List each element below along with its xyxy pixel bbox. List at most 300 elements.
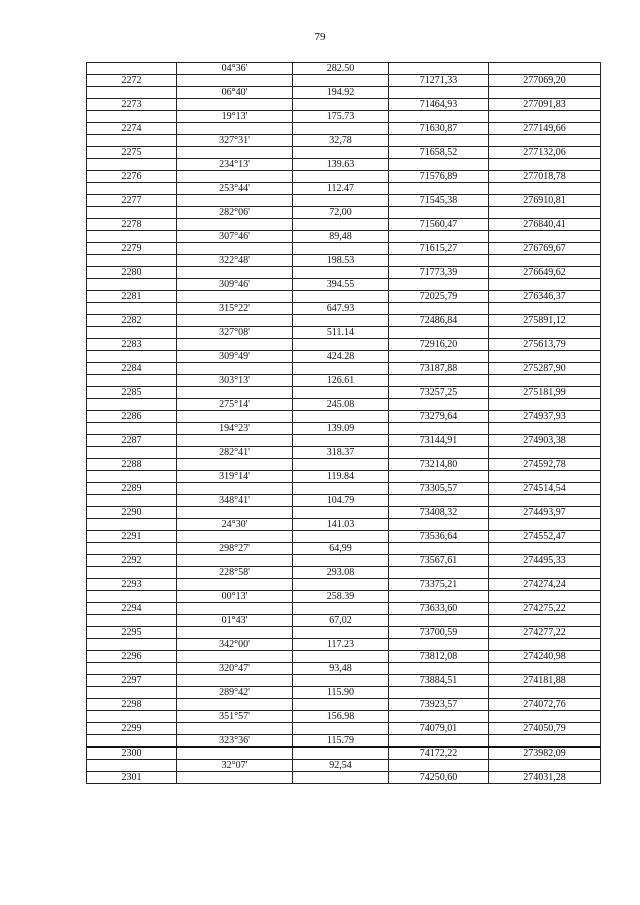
distance-cell: 112.47 (293, 183, 389, 195)
segment-empty-cell (389, 159, 489, 171)
point-empty-cell (177, 772, 293, 784)
segment-empty-cell (389, 711, 489, 723)
point-id-cell: 2281 (87, 291, 177, 303)
segment-row (87, 543, 601, 555)
bearing-cell: 298°27' (177, 543, 293, 555)
y-coordinate-cell: 274277,22 (489, 627, 601, 639)
segment-empty-cell (489, 760, 601, 772)
segment-empty-cell (489, 711, 601, 723)
segment-row (87, 519, 601, 531)
segment-empty-cell (389, 567, 489, 579)
point-empty-cell (177, 75, 293, 87)
segment-row (87, 423, 601, 435)
segment-empty-cell (489, 447, 601, 459)
segment-empty-cell (489, 375, 601, 387)
bearing-cell: 327°31' (177, 135, 293, 147)
point-id-cell: 2299 (87, 723, 177, 735)
segment-row (87, 399, 601, 411)
point-id-cell: 2295 (87, 627, 177, 639)
distance-cell: 175.73 (293, 111, 389, 123)
point-row (87, 267, 601, 279)
point-row (87, 747, 601, 760)
segment-empty-cell (87, 63, 177, 75)
point-empty-cell (293, 651, 389, 663)
point-empty-cell (177, 723, 293, 735)
segment-row (87, 687, 601, 699)
point-id-cell: 2297 (87, 675, 177, 687)
distance-cell: 198.53 (293, 255, 389, 267)
segment-empty-cell (489, 567, 601, 579)
x-coordinate-cell: 73700,59 (389, 627, 489, 639)
distance-cell: 258.39 (293, 591, 389, 603)
x-coordinate-cell: 72916,20 (389, 339, 489, 351)
segment-row (87, 663, 601, 675)
segment-empty-cell (389, 351, 489, 363)
y-coordinate-cell: 274240,98 (489, 651, 601, 663)
segment-row (87, 447, 601, 459)
point-empty-cell (177, 411, 293, 423)
y-coordinate-cell: 274072,76 (489, 699, 601, 711)
x-coordinate-cell: 71545,38 (389, 195, 489, 207)
bearing-cell: 342°00' (177, 639, 293, 651)
point-empty-cell (293, 555, 389, 567)
bearing-cell: 234°13' (177, 159, 293, 171)
point-id-cell: 2293 (87, 579, 177, 591)
point-empty-cell (293, 531, 389, 543)
x-coordinate-cell: 71271,33 (389, 75, 489, 87)
segment-empty-cell (87, 111, 177, 123)
segment-empty-cell (87, 663, 177, 675)
point-row (87, 603, 601, 615)
bearing-cell: 323°36' (177, 735, 293, 748)
point-empty-cell (293, 363, 389, 375)
point-empty-cell (293, 75, 389, 87)
y-coordinate-cell: 275891,12 (489, 315, 601, 327)
point-row (87, 699, 601, 711)
segment-empty-cell (389, 735, 489, 748)
x-coordinate-cell: 73536,64 (389, 531, 489, 543)
point-empty-cell (177, 507, 293, 519)
bearing-cell: 307°46' (177, 231, 293, 243)
segment-row (87, 471, 601, 483)
point-id-cell: 2301 (87, 772, 177, 784)
point-empty-cell (177, 99, 293, 111)
point-id-cell: 2298 (87, 699, 177, 711)
bearing-cell: 253°44' (177, 183, 293, 195)
point-empty-cell (177, 531, 293, 543)
bearing-cell: 19°13' (177, 111, 293, 123)
point-row (87, 363, 601, 375)
bearing-cell: 228°58' (177, 567, 293, 579)
segment-empty-cell (489, 207, 601, 219)
x-coordinate-cell: 73923,57 (389, 699, 489, 711)
x-coordinate-cell: 73375,21 (389, 579, 489, 591)
point-empty-cell (177, 267, 293, 279)
segment-empty-cell (87, 423, 177, 435)
y-coordinate-cell: 274903,38 (489, 435, 601, 447)
segment-empty-cell (389, 375, 489, 387)
x-coordinate-cell: 71773,39 (389, 267, 489, 279)
segment-empty-cell (87, 135, 177, 147)
segment-empty-cell (87, 207, 177, 219)
bearing-cell: 06°40' (177, 87, 293, 99)
y-coordinate-cell: 274050,79 (489, 723, 601, 735)
point-id-cell: 2276 (87, 171, 177, 183)
point-row (87, 579, 601, 591)
segment-empty-cell (489, 255, 601, 267)
x-coordinate-cell: 74079,01 (389, 723, 489, 735)
point-id-cell: 2289 (87, 483, 177, 495)
segment-empty-cell (489, 183, 601, 195)
segment-empty-cell (87, 543, 177, 555)
point-id-cell: 2280 (87, 267, 177, 279)
distance-cell: 93,48 (293, 663, 389, 675)
y-coordinate-cell: 277132,06 (489, 147, 601, 159)
segment-empty-cell (87, 231, 177, 243)
point-row (87, 99, 601, 111)
segment-empty-cell (87, 591, 177, 603)
y-coordinate-cell: 276910,81 (489, 195, 601, 207)
point-empty-cell (293, 99, 389, 111)
distance-cell: 156.98 (293, 711, 389, 723)
y-coordinate-cell: 277018,78 (489, 171, 601, 183)
distance-cell: 119.84 (293, 471, 389, 483)
bearing-cell: 319°14' (177, 471, 293, 483)
point-row (87, 171, 601, 183)
y-coordinate-cell: 274592,78 (489, 459, 601, 471)
segment-empty-cell (389, 399, 489, 411)
segment-empty-cell (87, 255, 177, 267)
x-coordinate-cell: 74172,22 (389, 747, 489, 760)
point-empty-cell (177, 699, 293, 711)
segment-empty-cell (87, 567, 177, 579)
point-empty-cell (293, 219, 389, 231)
x-coordinate-cell: 73812,08 (389, 651, 489, 663)
distance-cell: 318.37 (293, 447, 389, 459)
y-coordinate-cell: 274552,47 (489, 531, 601, 543)
segment-empty-cell (489, 351, 601, 363)
distance-cell: 245.08 (293, 399, 389, 411)
segment-empty-cell (489, 471, 601, 483)
segment-empty-cell (87, 495, 177, 507)
point-empty-cell (293, 171, 389, 183)
segment-empty-cell (87, 87, 177, 99)
segment-empty-cell (389, 63, 489, 75)
point-empty-cell (177, 291, 293, 303)
point-id-cell: 2294 (87, 603, 177, 615)
segment-empty-cell (87, 471, 177, 483)
y-coordinate-cell: 276346,37 (489, 291, 601, 303)
point-id-cell: 2292 (87, 555, 177, 567)
distance-cell: 104.79 (293, 495, 389, 507)
bearing-cell: 194°23' (177, 423, 293, 435)
y-coordinate-cell: 274514,54 (489, 483, 601, 495)
bearing-cell: 32°07' (177, 760, 293, 772)
x-coordinate-cell: 74250,60 (389, 772, 489, 784)
point-row (87, 339, 601, 351)
segment-empty-cell (87, 303, 177, 315)
segment-empty-cell (389, 327, 489, 339)
point-id-cell: 2296 (87, 651, 177, 663)
segment-empty-cell (87, 399, 177, 411)
x-coordinate-cell: 71658,52 (389, 147, 489, 159)
segment-empty-cell (389, 87, 489, 99)
x-coordinate-cell: 71560,47 (389, 219, 489, 231)
point-row (87, 507, 601, 519)
segment-empty-cell (489, 639, 601, 651)
segment-empty-cell (489, 111, 601, 123)
point-id-cell: 2273 (87, 99, 177, 111)
point-id-cell: 2286 (87, 411, 177, 423)
bearing-cell: 315°22' (177, 303, 293, 315)
point-empty-cell (293, 579, 389, 591)
bearing-cell: 282°06' (177, 207, 293, 219)
distance-cell: 115.90 (293, 687, 389, 699)
point-id-cell: 2288 (87, 459, 177, 471)
segment-row (87, 231, 601, 243)
segment-empty-cell (87, 183, 177, 195)
x-coordinate-cell: 73144,91 (389, 435, 489, 447)
x-coordinate-cell: 73408,32 (389, 507, 489, 519)
segment-empty-cell (389, 543, 489, 555)
segment-row (87, 279, 601, 291)
point-id-cell: 2275 (87, 147, 177, 159)
y-coordinate-cell: 277069,20 (489, 75, 601, 87)
segment-empty-cell (489, 303, 601, 315)
point-row (87, 483, 601, 495)
bearing-cell: 322°48' (177, 255, 293, 267)
point-empty-cell (177, 579, 293, 591)
x-coordinate-cell: 73279,64 (389, 411, 489, 423)
segment-empty-cell (489, 327, 601, 339)
point-row (87, 243, 601, 255)
segment-empty-cell (389, 183, 489, 195)
point-empty-cell (293, 339, 389, 351)
segment-empty-cell (87, 760, 177, 772)
segment-empty-cell (389, 255, 489, 267)
segment-empty-cell (489, 519, 601, 531)
segment-empty-cell (389, 687, 489, 699)
y-coordinate-cell: 274493,97 (489, 507, 601, 519)
bearing-cell: 309°46' (177, 279, 293, 291)
segment-empty-cell (389, 519, 489, 531)
segment-empty-cell (389, 447, 489, 459)
point-empty-cell (177, 675, 293, 687)
point-empty-cell (293, 772, 389, 784)
point-empty-cell (177, 627, 293, 639)
y-coordinate-cell: 274181,88 (489, 675, 601, 687)
segment-row (87, 495, 601, 507)
segment-row (87, 567, 601, 579)
segment-row (87, 207, 601, 219)
segment-empty-cell (489, 399, 601, 411)
x-coordinate-cell: 73214,80 (389, 459, 489, 471)
bearing-cell: 309°49' (177, 351, 293, 363)
distance-cell: 32,78 (293, 135, 389, 147)
segment-row (87, 111, 601, 123)
segment-empty-cell (389, 471, 489, 483)
point-empty-cell (293, 387, 389, 399)
segment-row (87, 735, 601, 748)
point-empty-cell (293, 123, 389, 135)
segment-empty-cell (489, 543, 601, 555)
segment-empty-cell (87, 615, 177, 627)
point-empty-cell (177, 555, 293, 567)
y-coordinate-cell: 277091,83 (489, 99, 601, 111)
y-coordinate-cell: 274031,28 (489, 772, 601, 784)
point-id-cell: 2290 (87, 507, 177, 519)
y-coordinate-cell: 276649,62 (489, 267, 601, 279)
point-id-cell: 2283 (87, 339, 177, 351)
y-coordinate-cell: 276840,41 (489, 219, 601, 231)
point-row (87, 675, 601, 687)
point-empty-cell (177, 651, 293, 663)
segment-empty-cell (389, 303, 489, 315)
segment-row (87, 135, 601, 147)
point-empty-cell (177, 363, 293, 375)
x-coordinate-cell: 73884,51 (389, 675, 489, 687)
distance-cell: 92,54 (293, 760, 389, 772)
bearing-cell: 327°08' (177, 327, 293, 339)
segment-empty-cell (389, 111, 489, 123)
segment-empty-cell (389, 423, 489, 435)
point-row (87, 147, 601, 159)
point-row (87, 459, 601, 471)
distance-cell: 424.28 (293, 351, 389, 363)
point-empty-cell (177, 147, 293, 159)
distance-cell: 64,99 (293, 543, 389, 555)
point-id-cell: 2282 (87, 315, 177, 327)
distance-cell: 647.93 (293, 303, 389, 315)
bearing-cell: 275°14' (177, 399, 293, 411)
x-coordinate-cell: 71615,27 (389, 243, 489, 255)
segment-empty-cell (87, 159, 177, 171)
point-empty-cell (177, 219, 293, 231)
segment-row (87, 327, 601, 339)
segment-empty-cell (87, 351, 177, 363)
x-coordinate-cell: 73305,57 (389, 483, 489, 495)
y-coordinate-cell: 276769,67 (489, 243, 601, 255)
point-id-cell: 2274 (87, 123, 177, 135)
distance-cell: 117.23 (293, 639, 389, 651)
point-empty-cell (293, 315, 389, 327)
distance-cell: 282.50 (293, 63, 389, 75)
bearing-cell: 282°41' (177, 447, 293, 459)
segment-empty-cell (389, 135, 489, 147)
segment-empty-cell (389, 591, 489, 603)
segment-empty-cell (489, 159, 601, 171)
point-empty-cell (293, 267, 389, 279)
segment-row (87, 639, 601, 651)
distance-cell: 293.08 (293, 567, 389, 579)
coordinates-table-body (87, 63, 601, 784)
segment-row (87, 255, 601, 267)
bearing-cell: 303°13' (177, 375, 293, 387)
bearing-cell: 320°47' (177, 663, 293, 675)
distance-cell: 89,48 (293, 231, 389, 243)
segment-empty-cell (87, 519, 177, 531)
x-coordinate-cell: 71576,89 (389, 171, 489, 183)
point-id-cell: 2277 (87, 195, 177, 207)
segment-empty-cell (489, 231, 601, 243)
segment-row (87, 375, 601, 387)
distance-cell: 72,00 (293, 207, 389, 219)
segment-empty-cell (489, 63, 601, 75)
point-row (87, 75, 601, 87)
point-id-cell: 2287 (87, 435, 177, 447)
x-coordinate-cell: 73567,61 (389, 555, 489, 567)
point-row (87, 627, 601, 639)
segment-row (87, 351, 601, 363)
segment-empty-cell (389, 663, 489, 675)
point-empty-cell (293, 627, 389, 639)
point-empty-cell (293, 507, 389, 519)
distance-cell: 67,02 (293, 615, 389, 627)
bearing-cell: 289°42' (177, 687, 293, 699)
page-number: 79 (314, 31, 326, 43)
point-empty-cell (177, 123, 293, 135)
y-coordinate-cell: 274937,93 (489, 411, 601, 423)
distance-cell: 141.03 (293, 519, 389, 531)
y-coordinate-cell: 274274,24 (489, 579, 601, 591)
point-row (87, 411, 601, 423)
point-empty-cell (177, 459, 293, 471)
distance-cell: 115.79 (293, 735, 389, 748)
point-empty-cell (293, 747, 389, 760)
segment-row (87, 615, 601, 627)
segment-empty-cell (87, 447, 177, 459)
point-row (87, 555, 601, 567)
y-coordinate-cell: 273982,09 (489, 747, 601, 760)
x-coordinate-cell: 73633,60 (389, 603, 489, 615)
point-empty-cell (177, 435, 293, 447)
point-row (87, 651, 601, 663)
point-empty-cell (293, 291, 389, 303)
bearing-cell: 348°41' (177, 495, 293, 507)
point-row (87, 195, 601, 207)
segment-empty-cell (489, 735, 601, 748)
y-coordinate-cell: 274495,33 (489, 555, 601, 567)
segment-empty-cell (87, 327, 177, 339)
point-empty-cell (177, 171, 293, 183)
segment-empty-cell (489, 495, 601, 507)
point-empty-cell (293, 195, 389, 207)
segment-empty-cell (389, 495, 489, 507)
bearing-cell: 04°36' (177, 63, 293, 75)
bearing-cell: 01°43' (177, 615, 293, 627)
point-empty-cell (293, 483, 389, 495)
x-coordinate-cell: 72025,79 (389, 291, 489, 303)
point-row (87, 723, 601, 735)
segment-empty-cell (87, 687, 177, 699)
point-empty-cell (293, 459, 389, 471)
segment-empty-cell (87, 735, 177, 748)
coordinates-table (86, 62, 601, 784)
segment-row (87, 159, 601, 171)
point-row (87, 291, 601, 303)
segment-empty-cell (489, 615, 601, 627)
point-empty-cell (177, 747, 293, 760)
point-empty-cell (177, 387, 293, 399)
point-empty-cell (293, 699, 389, 711)
point-empty-cell (177, 315, 293, 327)
x-coordinate-cell: 73257,25 (389, 387, 489, 399)
segment-empty-cell (389, 279, 489, 291)
y-coordinate-cell: 275181,99 (489, 387, 601, 399)
segment-row (87, 591, 601, 603)
point-row (87, 315, 601, 327)
point-row (87, 123, 601, 135)
